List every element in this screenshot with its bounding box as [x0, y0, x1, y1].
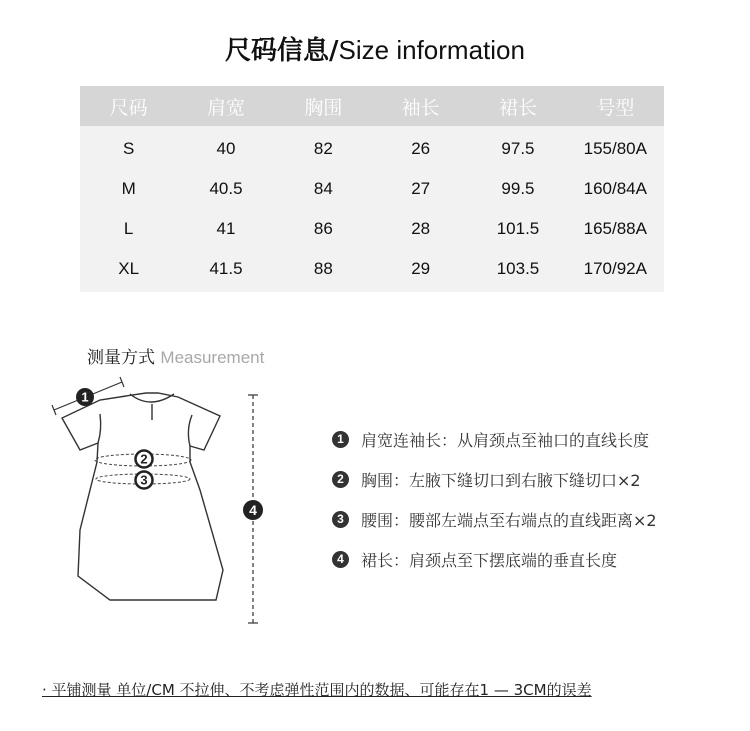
marker-4-label: 4: [249, 502, 257, 518]
table-cell: 103.5: [469, 249, 566, 292]
marker-4-icon: [243, 500, 263, 520]
marker-1-label: 1: [81, 389, 89, 405]
table-cell: 165/88A: [567, 209, 664, 249]
measurement-title-en: Measurement: [160, 348, 265, 367]
table-cell: 28: [372, 209, 469, 249]
number-2-icon: 2: [332, 471, 349, 488]
table-cell: 86: [275, 209, 372, 249]
table-row: [80, 169, 664, 209]
table-cell: 82: [275, 126, 372, 169]
title-zh: 尺码信息/: [225, 36, 339, 66]
table-cell: XL: [80, 249, 177, 292]
table-cell: 29: [372, 249, 469, 292]
table-cell: L: [80, 209, 177, 249]
page-title: [0, 30, 750, 67]
table-row: [80, 209, 664, 249]
size-table: [80, 86, 664, 292]
dress-outline-icon: [62, 393, 223, 600]
column-header: 裙长: [469, 86, 566, 126]
table-cell: 40.5: [177, 169, 274, 209]
legend-item: [332, 468, 732, 490]
table-row: [80, 249, 664, 292]
measurement-legend: [332, 428, 732, 588]
marker-3-label: 3: [140, 472, 148, 488]
table-cell: M: [80, 169, 177, 209]
table-cell: 84: [275, 169, 372, 209]
column-header: 袖长: [372, 86, 469, 126]
number-1-icon: 1: [332, 431, 349, 448]
table-cell: 155/80A: [567, 126, 664, 169]
column-header: 尺码: [80, 86, 177, 126]
table-cell: 41.5: [177, 249, 274, 292]
column-header: 肩宽: [177, 86, 274, 126]
footer-note: · 平铺测量 单位/CM 不拉伸、不考虑弹性范围内的数据、可能存在1 — 3CM的误差: [42, 681, 592, 699]
table-cell: 40: [177, 126, 274, 169]
measurement-title: [87, 343, 264, 368]
legend-item: [332, 508, 732, 530]
legend-item: [332, 548, 732, 570]
table-cell: 26: [372, 126, 469, 169]
dress-diagram: [40, 370, 280, 640]
number-3-icon: 3: [332, 511, 349, 528]
measurement-title-zh: 测量方式: [87, 348, 155, 368]
table-cell: 101.5: [469, 209, 566, 249]
table-cell: 41: [177, 209, 274, 249]
column-header: 胸围: [275, 86, 372, 126]
legend-text: 肩宽连袖长：从肩颈点至袖口的直线长度: [361, 430, 650, 450]
title-en: Size information: [338, 35, 525, 65]
legend-item: [332, 428, 732, 450]
number-4-icon: 4: [332, 551, 349, 568]
table-cell: 160/84A: [567, 169, 664, 209]
legend-text: 胸围：左腋下缝切口到右腋下缝切口×2: [361, 470, 641, 490]
table-header-row: [80, 86, 664, 126]
table-cell: 88: [275, 249, 372, 292]
marker-2-icon: [136, 451, 153, 468]
table-cell: S: [80, 126, 177, 169]
table-row: [80, 126, 664, 169]
table-cell: 99.5: [469, 169, 566, 209]
legend-text: 裙长：肩颈点至下摆底端的垂直长度: [361, 550, 618, 570]
table-cell: 170/92A: [567, 249, 664, 292]
marker-2-label: 2: [140, 451, 148, 467]
legend-text: 腰围：腰部左端点至右端点的直线距离×2: [361, 510, 657, 530]
table-cell: 97.5: [469, 126, 566, 169]
marker-1-icon: [76, 388, 94, 406]
column-header: 号型: [567, 86, 664, 126]
marker-3-icon: [136, 472, 153, 489]
table-cell: 27: [372, 169, 469, 209]
